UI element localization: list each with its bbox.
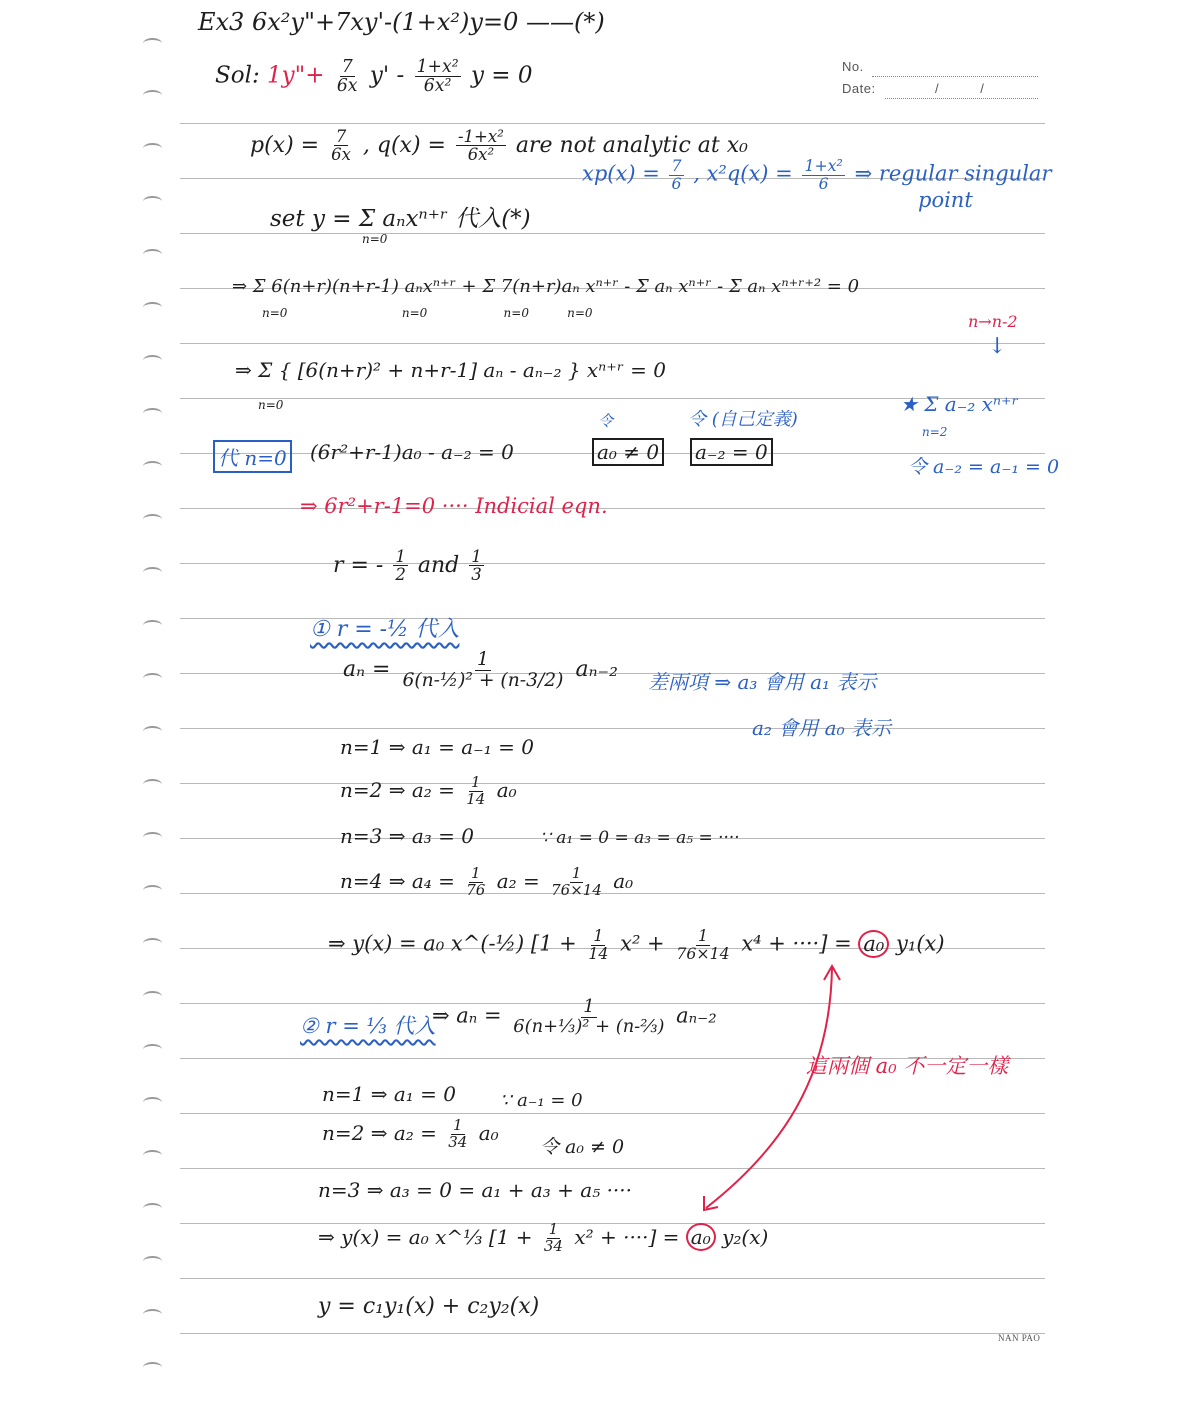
a0-nonzero-note: 令 a₀ ≠ 0 [540, 1136, 625, 1158]
two-term-gap-note: 差兩項 ⇒ a₃ 會用 a₁ 表示 [648, 670, 877, 694]
n-zero-equation: (6r²+r-1)a₀ - a₋₂ = 0 [310, 440, 514, 464]
solution-y1: ⇒ y(x) = a₀ x^(-½) [1 + $\frac{1}{14}$ x² + $\frac{1}{76\times 14}$ x⁴ + ····] = a₀ y₁(x) [328, 926, 945, 963]
fraction: $\frac{1}{76\times 14}$ [676, 926, 730, 963]
a0-circle-1: a₀ [858, 930, 889, 958]
sum-index: n=0 [362, 232, 388, 246]
shift-arrow: ↓ [988, 334, 1007, 359]
no-label: No. [842, 59, 864, 74]
fraction: $\frac{1}{34}$ [543, 1220, 563, 1255]
coefficient-n2: n=2 ⇒ a₂ = $\frac{1}{14}$ a₀ [340, 773, 517, 808]
substituted-series: ⇒ Σ 6(n+r)(n+r-1) aₙxⁿ⁺ʳ + Σ 7(n+r)aₙ xⁿ⁺ʳ - Σ aₙ xⁿ⁺ʳ - Σ aₙ xⁿ⁺ʳ⁺² = 0 [232, 276, 860, 297]
fraction: $\frac{1}{\text{6(n-½)² + (n-3/2)}}$ [402, 649, 564, 691]
recurrence-case-1: aₙ = $\frac{1}{\text{6(n-½)² + (n-3/2)}}$ aₙ₋₂ [343, 649, 618, 691]
general-solution: y = c₁y₁(x) + c₂y₂(x) [318, 1294, 540, 1319]
fraction: $\frac{1}{34}$ [448, 1116, 468, 1151]
different-a0-note: 這兩個 a₀ 不一定一樣 [806, 1054, 1009, 1078]
fraction: $\frac{1}{14}$ [466, 773, 486, 808]
fraction: $\frac{1}{14}$ [588, 926, 609, 963]
fraction: $\frac{\text{1+x²}}{6}$ [804, 156, 843, 193]
sol-label: Sol: [215, 62, 260, 89]
fraction: $\frac{\text{-1+x²}}{\text{6x²}}$ [457, 127, 504, 165]
sum-index: n=2 [922, 425, 948, 439]
a-negatives-zero-note: 令 a₋₂ = a₋₁ = 0 [908, 456, 1060, 478]
solution-standard-form: Sol: 1y"+ $\frac{7}{6x}$ y' - $\frac{\text{1+x²}}{\text{6x²}}$ y = 0 [215, 57, 533, 97]
fraction: $\frac{\text{1+x²}}{\text{6x²}}$ [416, 57, 459, 97]
n-zero-box: 代 n=0 [213, 440, 292, 473]
regular-singular-note-cont: point [918, 188, 973, 212]
date-label: Date: [842, 81, 876, 96]
recurrence-case-2: ⇒ aₙ = $\frac{1}{\text{6(n+⅓)² + (n-⅔)}}$ aₙ₋₂ [432, 996, 717, 1037]
date-slashes: / / [935, 81, 985, 96]
a0-circle-2: a₀ [686, 1223, 716, 1251]
sum-index: n=0 [258, 398, 284, 412]
coefficient-n1: n=1 ⇒ a₁ = a₋₁ = 0 [340, 735, 534, 759]
case2-coefficient-n2: n=2 ⇒ a₂ = $\frac{1}{34}$ a₀ [322, 1116, 499, 1151]
coefficient-n4: n=4 ⇒ a₄ = $\frac{1}{76}$ a₂ = $\frac{1}{76\times 14}$ a₀ [340, 864, 634, 899]
shifted-sum-note: ★ Σ a₋₂ xⁿ⁺ʳ [900, 392, 1019, 416]
let-label: 令 [598, 412, 614, 430]
a-minus1-note: ∵ a₋₁ = 0 [500, 1090, 583, 1111]
case2-coefficient-n3: n=3 ⇒ a₃ = 0 = a₁ + a₃ + a₅ ···· [318, 1178, 633, 1202]
fraction: $\frac{7}{6x}$ [336, 57, 358, 97]
fraction: $\frac{7}{6}$ [671, 156, 682, 193]
combined-series: ⇒ Σ { [6(n+r)² + n+r-1] aₙ - aₙ₋₂ } xⁿ⁺ʳ = 0 [235, 358, 666, 382]
fraction: $\frac{1}{76\times 14}$ [551, 864, 602, 899]
fraction: $\frac{1}{3}$ [471, 547, 482, 585]
problem-equation: Ex3 6x²y"+7xy'-(1+x²)y=0 ——(*) [198, 8, 605, 36]
a0-nonzero-box: a₀ ≠ 0 [592, 438, 664, 466]
regular-singular-note: xp(x) = $\frac{7}{6}$ , x²q(x) = $\frac{\text{1+x²}}{6}$ ⇒ regular singular [582, 156, 1052, 193]
self-defined-label: 令 (自己定義) [688, 409, 798, 430]
sum-indices: n=0 n=0 n=0 n=0 [262, 306, 593, 320]
fraction: $\frac{1}{\text{6(n+⅓)² + (n-⅔)}}$ [513, 996, 665, 1037]
coefficient-n3: n=3 ⇒ a₃ = 0 [340, 824, 474, 848]
case-1-heading: ① r = -½ 代入 [310, 617, 460, 642]
case-2-heading: ② r = ⅓ 代入 [300, 1014, 436, 1038]
indicial-equation: ⇒ 6r²+r-1=0 ···· Indicial eqn. [300, 494, 608, 518]
brand-mark: NAN PAO [998, 1333, 1041, 1343]
index-shift-note: n→n-2 [968, 312, 1018, 331]
leading-coefficient: 1y"+ [267, 62, 325, 89]
fraction: $\frac{1}{76}$ [466, 864, 486, 899]
indicial-roots: r = - $\frac{1}{2}$ and $\frac{1}{3}$ [333, 547, 482, 585]
fraction: $\frac{7}{6x}$ [331, 127, 351, 165]
two-term-gap-note-cont: a₂ 會用 a₀ 表示 [752, 716, 891, 740]
fraction: $\frac{1}{2}$ [395, 547, 406, 585]
solution-y2: ⇒ y(x) = a₀ x^⅓ [1 + $\frac{1}{34}$ x² + ····] = a₀ y₂(x) [318, 1220, 769, 1255]
a-minus2-zero-box: a₋₂ = 0 [690, 438, 773, 466]
series-assumption: set y = Σ aₙxⁿ⁺ʳ 代入(*) [270, 206, 531, 232]
case2-coefficient-n1: n=1 ⇒ a₁ = 0 [322, 1082, 456, 1106]
odd-coefficients-note: ∵ a₁ = 0 = a₃ = a₅ = ···· [540, 828, 740, 848]
p-q-definitions: p(x) = $\frac{7}{6x}$ , q(x) = $\frac{\text{-1+x²}}{\text{6x²}}$ are not analytic at x₀ [250, 127, 748, 165]
